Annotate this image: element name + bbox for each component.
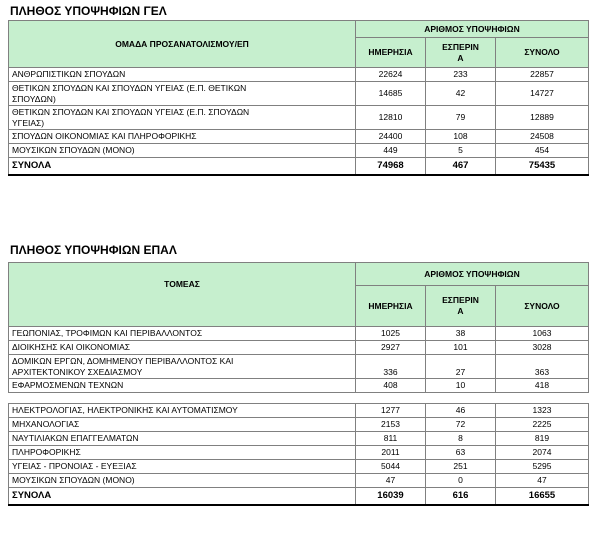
epal-row-evening: 27 xyxy=(426,355,496,379)
epal-row-evening: 0 xyxy=(426,474,496,488)
gel-row-total: 24508 xyxy=(496,130,589,144)
gel-totals-total: 75435 xyxy=(496,158,589,175)
gel-total-header: ΣΥΝΟΛΟ xyxy=(496,38,589,68)
gel-col-group-header: ΟΜΑΔΑ ΠΡΟΣΑΝΑΤΟΛΙΣΜΟΥ/ΕΠ xyxy=(9,21,356,68)
gel-row-evening: 79 xyxy=(426,106,496,130)
epal-row-day: 2153 xyxy=(356,418,426,432)
epal-row-total: 418 xyxy=(496,379,589,393)
epal-row xyxy=(9,432,589,446)
epal-row-total: 819 xyxy=(496,432,589,446)
gel-row xyxy=(9,106,589,130)
gel-row-name: ΣΠΟΥΔΩΝ ΟΙΚΟΝΟΜΙΑΣ ΚΑΙ ΠΛΗΡΟΦΟΡΙΚΗΣ xyxy=(9,130,356,144)
epal-row-day: 1025 xyxy=(356,327,426,341)
gel-row-total: 14727 xyxy=(496,82,589,106)
epal-total-header: ΣΥΝΟΛΟ xyxy=(496,286,589,327)
epal-row xyxy=(9,418,589,432)
epal-title: ΠΛΗΘΟΣ ΥΠΟΨΗΦΙΩΝ ΕΠΑΛ xyxy=(10,243,177,257)
gel-title: ΠΛΗΘΟΣ ΥΠΟΨΗΦΙΩΝ ΓΕΛ xyxy=(10,4,167,18)
gel-row-total: 12889 xyxy=(496,106,589,130)
epal-row xyxy=(9,446,589,460)
epal-row-evening: 38 xyxy=(426,327,496,341)
gel-day-header: ΗΜΕΡΗΣΙΑ xyxy=(356,38,426,68)
epal-row xyxy=(9,355,589,379)
epal-row-name: ΓΕΩΠΟΝΙΑΣ, ΤΡΟΦΙΜΩΝ ΚΑΙ ΠΕΡΙΒΑΛΛΟΝΤΟΣ xyxy=(9,327,356,341)
epal-row-day: 408 xyxy=(356,379,426,393)
gel-totals-label: ΣΥΝΟΛΑ xyxy=(9,158,356,175)
epal-row-evening: 8 xyxy=(426,432,496,446)
epal-table-wrap xyxy=(8,262,588,506)
gel-row-day: 22624 xyxy=(356,68,426,82)
gel-row xyxy=(9,68,589,82)
epal-row-evening: 251 xyxy=(426,460,496,474)
epal-evening-header: ΕΣΠΕΡΙΝ Α xyxy=(426,286,496,327)
epal-totals-row xyxy=(9,488,589,505)
epal-totals-day: 16039 xyxy=(356,488,426,505)
epal-row-name: ΥΓΕΙΑΣ - ΠΡΟΝΟΙΑΣ - ΕΥΕΞΙΑΣ xyxy=(9,460,356,474)
epal-row-total: 47 xyxy=(496,474,589,488)
epal-row-day: 1277 xyxy=(356,404,426,418)
epal-row-day: 2927 xyxy=(356,341,426,355)
gel-evening-header: ΕΣΠΕΡΙΝ Α xyxy=(426,38,496,68)
gel-table xyxy=(8,20,589,176)
gel-row-name: ΘΕΤΙΚΩΝ ΣΠΟΥΔΩΝ ΚΑΙ ΣΠΟΥΔΩΝ ΥΓΕΙΑΣ (Ε.Π. ΣΠΟΥΔΩΝ ΥΓΕΙΑΣ) xyxy=(9,106,356,130)
gel-row-name: ΑΝΘΡΩΠΙΣΤΙΚΩΝ ΣΠΟΥΔΩΝ xyxy=(9,68,356,82)
epal-row-total: 5295 xyxy=(496,460,589,474)
epal-row-total: 1063 xyxy=(496,327,589,341)
epal-row xyxy=(9,379,589,393)
epal-row xyxy=(9,327,589,341)
epal-row-total: 2225 xyxy=(496,418,589,432)
epal-row-total: 1323 xyxy=(496,404,589,418)
epal-col-group-header: ΤΟΜΕΑΣ xyxy=(9,263,356,327)
gel-row xyxy=(9,144,589,158)
epal-row-day: 47 xyxy=(356,474,426,488)
epal-count-header: ΑΡΙΘΜΟΣ ΥΠΟΨΗΦΙΩΝ xyxy=(356,263,589,286)
epal-row-day: 336 xyxy=(356,355,426,379)
epal-row-day: 811 xyxy=(356,432,426,446)
epal-row-total: 363 xyxy=(496,355,589,379)
gel-row xyxy=(9,82,589,106)
epal-totals-total: 16655 xyxy=(496,488,589,505)
epal-row-evening: 72 xyxy=(426,418,496,432)
gel-row-evening: 42 xyxy=(426,82,496,106)
gel-totals-day: 74968 xyxy=(356,158,426,175)
epal-row-evening: 46 xyxy=(426,404,496,418)
gel-row-day: 12810 xyxy=(356,106,426,130)
epal-row xyxy=(9,474,589,488)
gel-row-total: 454 xyxy=(496,144,589,158)
epal-table xyxy=(8,262,589,506)
epal-row-name: ΗΛΕΚΤΡΟΛΟΓΙΑΣ, ΗΛΕΚΤΡΟΝΙΚΗΣ ΚΑΙ ΑΥΤΟΜΑΤΙΣΜΟΥ xyxy=(9,404,356,418)
gel-totals-row xyxy=(9,158,589,175)
epal-row-name: ΜΟΥΣΙΚΩΝ ΣΠΟΥΔΩΝ (ΜΟΝΟ) xyxy=(9,474,356,488)
epal-row-total: 2074 xyxy=(496,446,589,460)
gel-row-day: 14685 xyxy=(356,82,426,106)
gel-row-evening: 5 xyxy=(426,144,496,158)
epal-row-evening: 63 xyxy=(426,446,496,460)
gel-row-evening: 108 xyxy=(426,130,496,144)
epal-totals-evening: 616 xyxy=(426,488,496,505)
epal-row xyxy=(9,341,589,355)
epal-totals-label: ΣΥΝΟΛΑ xyxy=(9,488,356,505)
epal-row-name: ΜΗΧΑΝΟΛΟΓΙΑΣ xyxy=(9,418,356,432)
epal-row-name: ΝΑΥΤΙΛΙΑΚΩΝ ΕΠΑΓΓΕΛΜΑΤΩΝ xyxy=(9,432,356,446)
gel-count-header: ΑΡΙΘΜΟΣ ΥΠΟΨΗΦΙΩΝ xyxy=(356,21,589,38)
epal-gap-row xyxy=(9,393,589,404)
epal-row-evening: 101 xyxy=(426,341,496,355)
gel-row-name: ΘΕΤΙΚΩΝ ΣΠΟΥΔΩΝ ΚΑΙ ΣΠΟΥΔΩΝ ΥΓΕΙΑΣ (Ε.Π. ΘΕΤΙΚΩΝ ΣΠΟΥΔΩΝ) xyxy=(9,82,356,106)
epal-row-name: ΕΦΑΡΜΟΣΜΕΝΩΝ ΤΕΧΝΩΝ xyxy=(9,379,356,393)
epal-day-header: ΗΜΕΡΗΣΙΑ xyxy=(356,286,426,327)
epal-row-name: ΔΟΜΙΚΩΝ ΕΡΓΩΝ, ΔΟΜΗΜΕΝΟΥ ΠΕΡΙΒΑΛΛΟΝΤΟΣ ΚΑΙ ΑΡΧΙΤΕΚΤΟΝΙΚΟΥ ΣΧΕΔΙΑΣΜΟΥ xyxy=(9,355,356,379)
gel-row-day: 449 xyxy=(356,144,426,158)
epal-row-day: 5044 xyxy=(356,460,426,474)
gel-row-evening: 233 xyxy=(426,68,496,82)
gel-row-day: 24400 xyxy=(356,130,426,144)
epal-row-name: ΔΙΟΙΚΗΣΗΣ ΚΑΙ ΟΙΚΟΝΟΜΙΑΣ xyxy=(9,341,356,355)
epal-row xyxy=(9,404,589,418)
gel-row-total: 22857 xyxy=(496,68,589,82)
gel-row xyxy=(9,130,589,144)
epal-row xyxy=(9,460,589,474)
epal-row-total: 3028 xyxy=(496,341,589,355)
epal-row-day: 2011 xyxy=(356,446,426,460)
epal-row-evening: 10 xyxy=(426,379,496,393)
gel-table-wrap xyxy=(8,20,588,176)
gel-totals-evening: 467 xyxy=(426,158,496,175)
gel-row-name: ΜΟΥΣΙΚΩΝ ΣΠΟΥΔΩΝ (ΜΟΝΟ) xyxy=(9,144,356,158)
epal-row-name: ΠΛΗΡΟΦΟΡΙΚΗΣ xyxy=(9,446,356,460)
